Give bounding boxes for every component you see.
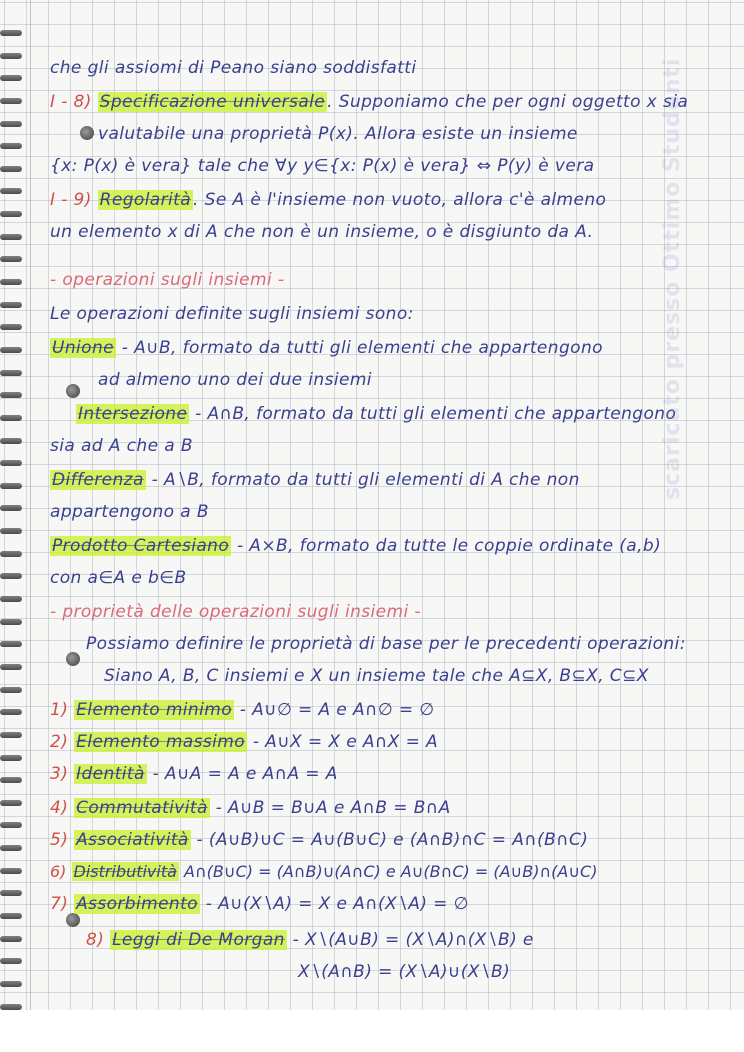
spiral-ring	[0, 777, 22, 783]
spiral-ring	[0, 687, 22, 693]
punch-hole	[66, 652, 80, 666]
note-line-3: valutabile una proprietà P(x). Allora esiste un insieme	[98, 124, 578, 144]
note-line-19: Siano A, B, C insiemi e X un insieme tale che A⊆X, B⊆X, C⊆X	[104, 666, 649, 686]
spiral-ring	[0, 121, 22, 127]
section-title: - proprietà delle operazioni sugli insiemi -	[50, 602, 421, 622]
spiral-ring	[0, 324, 22, 330]
spiral-ring	[0, 188, 22, 194]
spiral-ring	[0, 279, 22, 285]
spiral-ring	[0, 370, 22, 376]
note-line-15: Prodotto Cartesiano - A×B, formato da tutte le coppie ordinate (a,b)	[52, 536, 662, 556]
spiral-ring	[0, 822, 22, 828]
highlighted-term: Elemento massimo	[76, 732, 246, 752]
note-line-18: Possiamo definire le proprietà di base per le precedenti operazioni:	[86, 634, 686, 654]
punch-hole	[66, 384, 80, 398]
spiral-ring	[0, 958, 22, 964]
note-line-13: Differenza - A∖B, formato da tutti gli elementi di A che non	[52, 470, 580, 490]
punch-hole	[80, 126, 94, 140]
property-8: 8) Leggi di De Morgan - X∖(A∪B) = (X∖A)∩(X∖B) e	[86, 930, 534, 950]
highlighted-term: Differenza	[52, 470, 144, 490]
spiral-ring	[0, 641, 22, 647]
margin-line	[30, 0, 31, 1010]
note-line-16: con a∈A e b∈B	[50, 568, 187, 588]
highlighted-term: Identità	[76, 764, 145, 784]
spiral-ring	[0, 302, 22, 308]
highlighted-term: Assorbimento	[76, 894, 198, 914]
spiral-ring	[0, 845, 22, 851]
highlighted-term: Unione	[52, 338, 114, 358]
punch-hole	[66, 913, 80, 927]
note-line-12: sia ad A che a B	[50, 436, 193, 456]
spiral-ring	[0, 143, 22, 149]
spiral-ring	[0, 981, 22, 987]
spiral-binding	[0, 30, 24, 1010]
spiral-ring	[0, 415, 22, 421]
note-line-4: {x: P(x) è vera} tale che ∀y y∈{x: P(x) è vera} ⇔ P(y) è vera	[50, 156, 595, 176]
property-8-cont: X∖(A∩B) = (X∖A)∪(X∖B)	[298, 962, 511, 982]
page-bottom-margin	[0, 1010, 744, 1052]
note-line-2: I - 8) Specificazione universale . Supponiamo che per ogni oggetto x sia	[50, 92, 689, 112]
highlighted-term: Leggi di De Morgan	[112, 930, 285, 950]
spiral-ring	[0, 868, 22, 874]
property-2: 2) Elemento massimo - A∪X = X e A∩X = A	[50, 732, 439, 752]
spiral-ring	[0, 619, 22, 625]
spiral-ring	[0, 596, 22, 602]
axiom-number: I - 9)	[50, 190, 92, 210]
property-6: 6) Distributività A∩(B∪C) = (A∩B)∪(A∩C) e A∪(B∩C) = (A∪B)∩(A∪C)	[50, 862, 598, 881]
spiral-ring	[0, 166, 22, 172]
spiral-ring	[0, 551, 22, 557]
spiral-ring	[0, 664, 22, 670]
spiral-ring	[0, 755, 22, 761]
note-line-10: ad almeno uno dei due insiemi	[98, 370, 372, 390]
spiral-ring	[0, 936, 22, 942]
spiral-ring	[0, 256, 22, 262]
note-line-14: appartengono a B	[50, 502, 209, 522]
highlighted-term: Specificazione universale	[99, 92, 326, 112]
spiral-ring	[0, 800, 22, 806]
spiral-ring	[0, 392, 22, 398]
note-line-1: che gli assiomi di Peano siano soddisfatti	[50, 58, 417, 78]
note-line-11: Intersezione - A∩B, formato da tutti gli elementi che appartengono	[78, 404, 677, 424]
spiral-ring	[0, 505, 22, 511]
highlighted-term: Associatività	[76, 830, 189, 850]
spiral-ring	[0, 483, 22, 489]
spiral-ring	[0, 890, 22, 896]
highlighted-term: Distributività	[73, 862, 177, 881]
spiral-ring	[0, 528, 22, 534]
spiral-ring	[0, 438, 22, 444]
spiral-ring	[0, 53, 22, 59]
spiral-ring	[0, 211, 22, 217]
highlighted-term: Regolarità	[99, 190, 192, 210]
spiral-ring	[0, 573, 22, 579]
property-3: 3) Identità - A∪A = A e A∩A = A	[50, 764, 338, 784]
property-5: 5) Associatività - (A∪B)∪C = A∪(B∪C) e (A∩B)∩C = A∩(B∩C)	[50, 830, 589, 850]
spiral-ring	[0, 98, 22, 104]
spiral-ring	[0, 460, 22, 466]
spiral-ring	[0, 75, 22, 81]
property-7: 7) Assorbimento - A∪(X∖A) = X e A∩(X∖A) = ∅	[50, 894, 469, 914]
note-line-5: I - 9) Regolarità . Se A è l'insieme non vuoto, allora c'è almeno	[50, 190, 607, 210]
axiom-number: I - 8)	[50, 92, 92, 112]
spiral-ring	[0, 1004, 22, 1010]
section-title: - operazioni sugli insiemi -	[50, 270, 285, 290]
spiral-ring	[0, 30, 22, 36]
watermark: scaricato presso Ottimo Studenti	[660, 57, 685, 500]
spiral-ring	[0, 732, 22, 738]
highlighted-term: Intersezione	[78, 404, 188, 424]
note-line-9: Unione - A∪B, formato da tutti gli elementi che appartengono	[52, 338, 603, 358]
highlighted-term: Prodotto Cartesiano	[52, 536, 230, 556]
spiral-ring	[0, 709, 22, 715]
note-line-8: Le operazioni definite sugli insiemi sono:	[50, 304, 414, 324]
spiral-ring	[0, 347, 22, 353]
property-1: 1) Elemento minimo - A∪∅ = A e A∩∅ = ∅	[50, 700, 435, 720]
highlighted-term: Commutatività	[76, 798, 208, 818]
highlighted-term: Elemento minimo	[76, 700, 232, 720]
note-line-6: un elemento x di A che non è un insieme, o è disgiunto da A.	[50, 222, 594, 242]
spiral-ring	[0, 913, 22, 919]
property-4: 4) Commutatività - A∪B = B∪A e A∩B = B∩A	[50, 798, 451, 818]
spiral-ring	[0, 234, 22, 240]
